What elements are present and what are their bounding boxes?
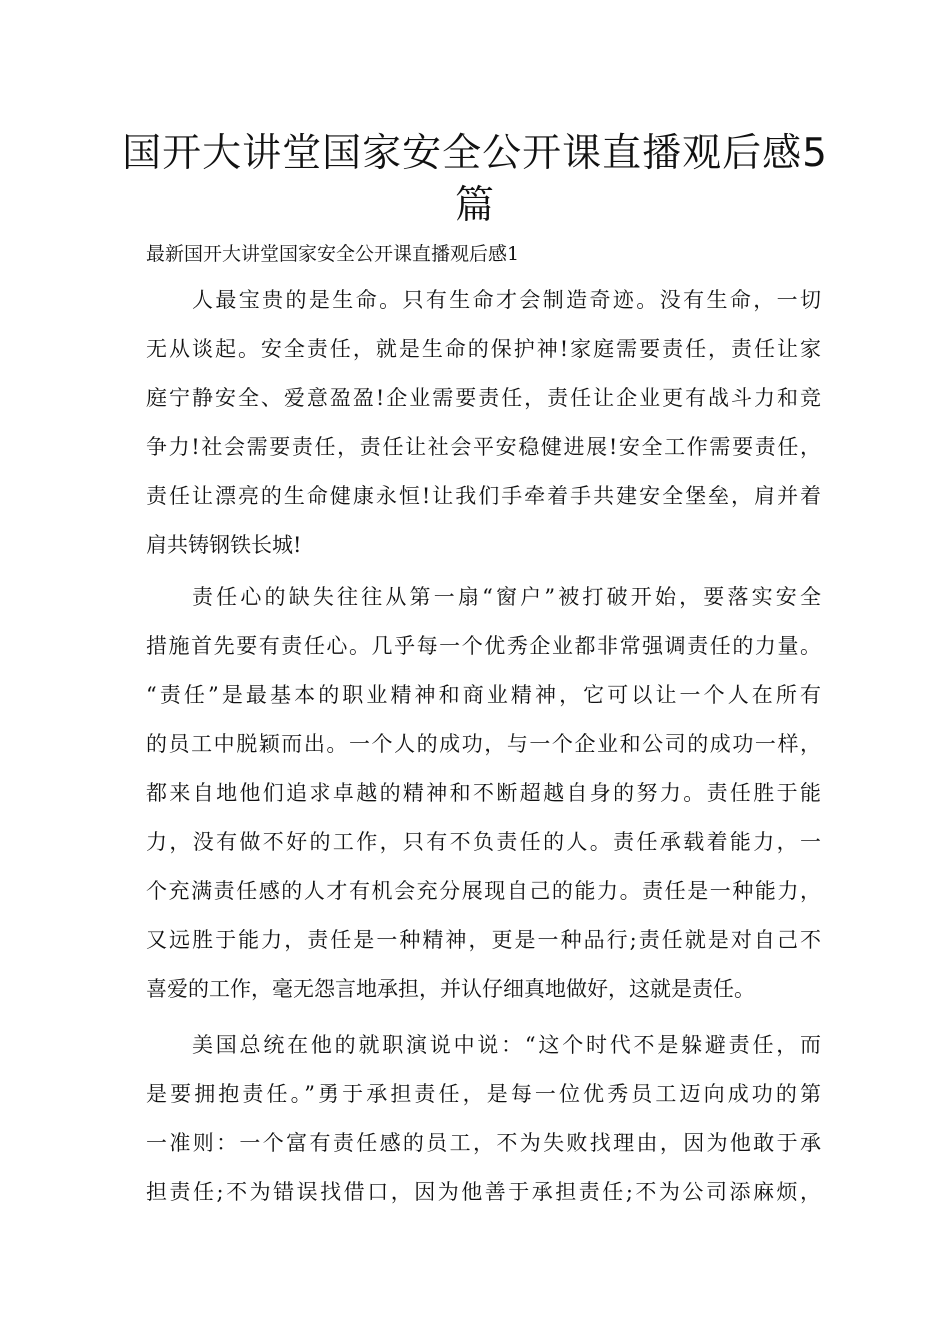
paragraph-2-line-6: 力，没有做不好的工作，只有不负责任的人。责任承载着能力，一 (146, 830, 821, 854)
section-heading: 最新国开大讲堂国家安全公开课直播观后感1 (146, 243, 520, 265)
paragraph-2-line-1: 责任心的缺失往往从第一扇“窗户”被打破开始，要落实安全 (192, 585, 821, 609)
paragraph-1-line-5: 责任让漂亮的生命健康永恒!让我们手牵着手共建安全堡垒，肩并着 (146, 484, 821, 508)
paragraph-1-line-6: 肩共铸钢铁长城! (146, 533, 302, 557)
paragraph-1-line-1: 人最宝贵的是生命。只有生命才会制造奇迹。没有生命，一切 (192, 288, 821, 312)
paragraph-2-line-3: “责任”是最基本的职业精神和商业精神，它可以让一个人在所有 (146, 683, 821, 707)
document-title: 国开大讲堂国家安全公开课直播观后感5篇 (122, 131, 828, 228)
paragraph-2-line-8: 又远胜于能力，责任是一种精神，更是一种品行;责任就是对自己不 (146, 928, 821, 952)
paragraph-3-line-2: 是要拥抱责任。”勇于承担责任，是每一位优秀员工迈向成功的第 (146, 1082, 821, 1106)
paragraph-2-line-2: 措施首先要有责任心。几乎每一个优秀企业都非常强调责任的力量。 (146, 634, 821, 658)
paragraph-1-line-3: 庭宁静安全、爱意盈盈!企业需要责任，责任让企业更有战斗力和竞 (146, 386, 821, 410)
paragraph-3-line-1: 美国总统在他的就职演说中说：“这个时代不是躲避责任，而 (192, 1033, 821, 1057)
paragraph-2-line-9: 喜爱的工作，毫无怨言地承担，并认仔细真地做好，这就是责任。 (146, 977, 755, 1001)
paragraph-1-line-4: 争力!社会需要责任，责任让社会平安稳健进展!安全工作需要责任， (146, 435, 821, 459)
paragraph-2-line-4: 的员工中脱颖而出。一个人的成功，与一个企业和公司的成功一样， (146, 732, 821, 756)
paragraph-2-line-7: 个充满责任感的人才有机会充分展现自己的能力。责任是一种能力， (146, 879, 821, 903)
paragraph-3-line-3: 一准则：一个富有责任感的员工，不为失败找理由，因为他敢于承 (146, 1131, 821, 1155)
paragraph-1-line-2: 无从谈起。安全责任，就是生命的保护神!家庭需要责任，责任让家 (146, 337, 821, 361)
paragraph-2-line-5: 都来自地他们追求卓越的精神和不断超越自身的努力。责任胜于能 (146, 781, 821, 805)
paragraph-3-line-4: 担责任;不为错误找借口，因为他善于承担责任;不为公司添麻烦， (146, 1180, 821, 1204)
